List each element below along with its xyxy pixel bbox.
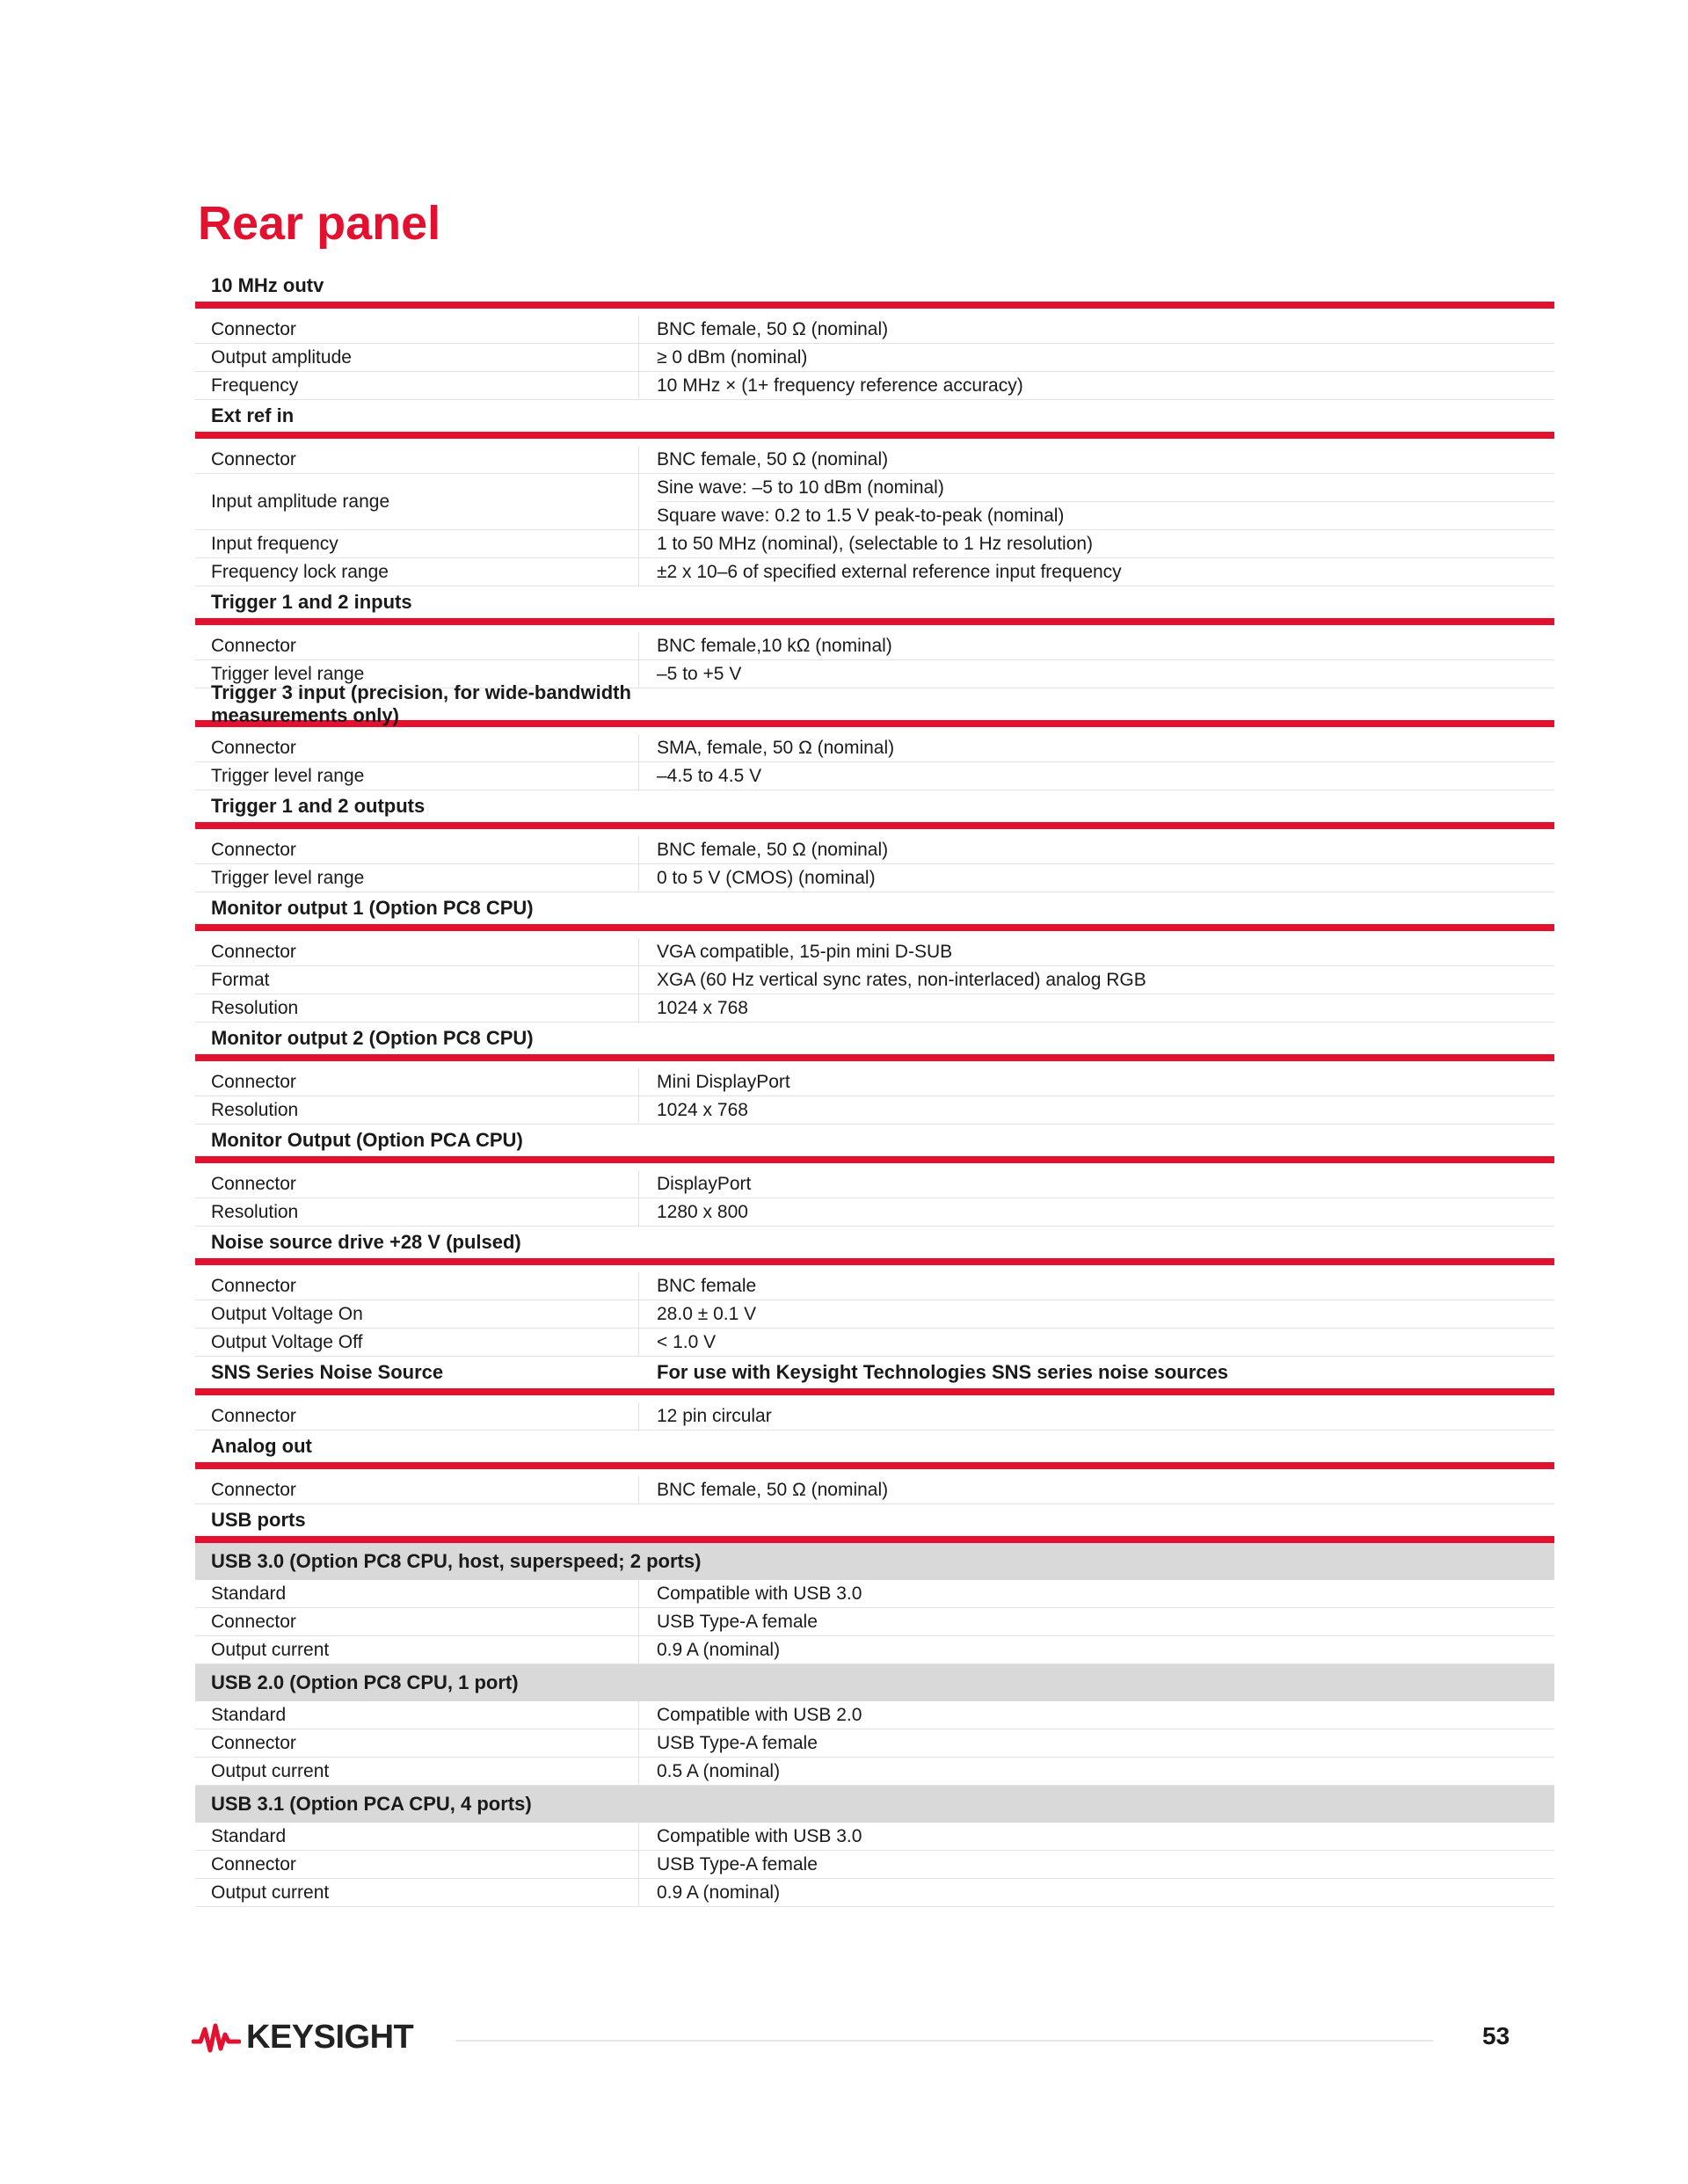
spec-row xyxy=(195,1879,1554,1907)
spec-label: Output Voltage Off xyxy=(195,1329,639,1356)
section-spacer xyxy=(195,931,1554,938)
spec-value-cell xyxy=(639,446,1554,473)
spec-row xyxy=(195,1608,1554,1636)
spec-value-cell xyxy=(639,836,1554,863)
spec-value: –5 to +5 V xyxy=(657,664,742,684)
spec-value: ≥ 0 dBm (nominal) xyxy=(657,347,808,368)
section-spacer xyxy=(195,829,1554,836)
spec-label: Output Voltage On xyxy=(195,1300,639,1328)
spec-value-cell xyxy=(639,1729,1554,1757)
spec-row xyxy=(195,632,1554,660)
spec-label: Trigger level range xyxy=(195,660,639,688)
section-title: 10 MHz outv xyxy=(211,274,324,296)
spec-value: SMA, female, 50 Ω (nominal) xyxy=(657,738,895,758)
spec-value: 0.5 A (nominal) xyxy=(657,1761,781,1781)
spec-value-cell xyxy=(639,1851,1554,1878)
section-title: Ext ref in xyxy=(211,404,295,426)
spec-label: Connector xyxy=(195,632,639,659)
spec-label: Connector xyxy=(195,1476,639,1503)
spec-value-cell xyxy=(639,1608,1554,1635)
spec-label: Trigger level range xyxy=(195,762,639,790)
spec-label: Frequency lock range xyxy=(195,558,639,586)
spec-value-cell xyxy=(639,632,1554,659)
spec-label: Connector xyxy=(195,938,639,965)
section-spacer xyxy=(195,727,1554,734)
spec-value-cell xyxy=(639,1580,1554,1607)
spec-value: Compatible with USB 3.0 xyxy=(657,1826,862,1846)
spec-value: BNC female xyxy=(657,1276,757,1296)
section-title: Monitor output 1 (Option PC8 CPU) xyxy=(211,897,534,919)
spec-value-cell xyxy=(639,1402,1554,1430)
spec-value: BNC female, 50 Ω (nominal) xyxy=(657,840,889,860)
spec-label: Format xyxy=(195,966,639,994)
spec-value-cell xyxy=(639,1300,1554,1328)
spec-row xyxy=(195,864,1554,892)
spec-row xyxy=(195,1170,1554,1198)
spec-value: 0.9 A (nominal) xyxy=(657,1882,781,1903)
section-heading xyxy=(195,1504,1554,1543)
spec-row xyxy=(195,1729,1554,1758)
section-heading xyxy=(195,586,1554,625)
spec-label: Input frequency xyxy=(195,530,639,557)
spec-value: VGA compatible, 15-pin mini D-SUB xyxy=(657,942,953,962)
spec-row xyxy=(195,1758,1554,1786)
spec-label: Connector xyxy=(195,734,639,761)
page-title: Rear panel xyxy=(198,197,441,250)
spec-value-cell xyxy=(639,966,1554,994)
spec-label: Standard xyxy=(195,1823,639,1850)
spec-value-cell xyxy=(639,316,1554,343)
spec-label: Input amplitude range xyxy=(195,474,639,529)
spec-value-cell xyxy=(639,734,1554,761)
spec-value: Compatible with USB 2.0 xyxy=(657,1705,862,1725)
spec-value-cell xyxy=(639,1272,1554,1299)
section-title: USB ports xyxy=(211,1509,306,1531)
spec-row xyxy=(195,966,1554,994)
spec-label: Connector xyxy=(195,1608,639,1635)
spec-row xyxy=(195,1701,1554,1729)
spec-row xyxy=(195,734,1554,762)
spec-row xyxy=(195,1096,1554,1125)
spec-value: 1 to 50 MHz (nominal), (selectable to 1 Hz resolution) xyxy=(657,534,1094,554)
keysight-logo xyxy=(192,2019,413,2057)
spec-value: XGA (60 Hz vertical sync rates, non-interlaced) analog RGB xyxy=(657,970,1146,990)
spec-value: Sine wave: –5 to 10 dBm (nominal) xyxy=(657,477,944,498)
spec-value-cell xyxy=(639,1758,1554,1785)
spec-label: Connector xyxy=(195,1068,639,1096)
spec-label: Connector xyxy=(195,446,639,473)
spec-value-cell xyxy=(639,1636,1554,1663)
spec-row xyxy=(195,762,1554,790)
spec-value-cell xyxy=(639,1823,1554,1850)
spec-value: 28.0 ± 0.1 V xyxy=(657,1304,757,1324)
spec-row xyxy=(195,938,1554,966)
spec-row xyxy=(195,1636,1554,1664)
spec-label: Resolution xyxy=(195,994,639,1022)
spec-value: USB Type-A female xyxy=(657,1612,818,1632)
section-heading xyxy=(195,681,1554,727)
section-spacer xyxy=(195,625,1554,632)
spec-row xyxy=(195,994,1554,1023)
spec-value-cell xyxy=(639,372,1554,399)
usb-subheading: USB 3.1 (Option PCA CPU, 4 ports) xyxy=(195,1786,1554,1823)
spec-row xyxy=(195,530,1554,558)
spec-table xyxy=(195,270,1554,1907)
section-heading xyxy=(195,1125,1554,1163)
spec-value: Compatible with USB 3.0 xyxy=(657,1583,862,1604)
page-number: 53 xyxy=(1482,2022,1510,2049)
section-heading xyxy=(195,1357,1554,1395)
section-heading xyxy=(195,1227,1554,1265)
spec-value: BNC female, 50 Ω (nominal) xyxy=(657,1480,889,1500)
section-spacer xyxy=(195,1395,1554,1402)
spec-label: Trigger level range xyxy=(195,864,639,892)
spec-row xyxy=(195,344,1554,372)
spec-label: Connector xyxy=(195,1402,639,1430)
spec-value-cell xyxy=(639,864,1554,892)
section-title: SNS Series Noise Source xyxy=(211,1361,444,1383)
spec-row xyxy=(195,1402,1554,1431)
spec-value: BNC female, 50 Ω (nominal) xyxy=(657,319,889,339)
section-title: Trigger 1 and 2 inputs xyxy=(211,591,412,613)
spec-label: Connector xyxy=(195,1170,639,1198)
section-heading xyxy=(195,790,1554,829)
spec-row xyxy=(195,1476,1554,1504)
spec-value-cell xyxy=(639,1476,1554,1503)
spec-row xyxy=(195,1198,1554,1227)
section-spacer xyxy=(195,1469,1554,1476)
section-spacer xyxy=(195,1163,1554,1170)
spec-value-cell xyxy=(639,1170,1554,1198)
section-heading xyxy=(195,892,1554,931)
spec-value: 1024 x 768 xyxy=(657,1100,748,1120)
spec-value: 1280 x 800 xyxy=(657,1202,748,1222)
spec-value: Square wave: 0.2 to 1.5 V peak-to-peak (nominal) xyxy=(657,501,1554,529)
spec-row xyxy=(195,372,1554,400)
section-heading-value: For use with Keysight Technologies SNS series noise sources xyxy=(657,1361,1228,1383)
spec-label: Connector xyxy=(195,1729,639,1757)
section-spacer xyxy=(195,1061,1554,1068)
spec-row xyxy=(195,316,1554,344)
spec-value-cell xyxy=(639,558,1554,586)
section-title: Monitor Output (Option PCA CPU) xyxy=(211,1129,523,1151)
spec-row xyxy=(195,1851,1554,1879)
section-heading xyxy=(195,1431,1554,1469)
spec-value-cell xyxy=(639,938,1554,965)
spec-value-cell xyxy=(639,660,1554,688)
section-heading xyxy=(195,270,1554,309)
spec-value: 0.9 A (nominal) xyxy=(657,1640,781,1660)
spec-label: Standard xyxy=(195,1580,639,1607)
spec-row xyxy=(195,1300,1554,1329)
spec-label: Output current xyxy=(195,1879,639,1906)
spec-label: Connector xyxy=(195,1851,639,1878)
spec-row xyxy=(195,1580,1554,1608)
spec-label: Resolution xyxy=(195,1198,639,1226)
section-heading xyxy=(195,1023,1554,1061)
spec-label: Output amplitude xyxy=(195,344,639,371)
spec-row xyxy=(195,1272,1554,1300)
spec-value-cell xyxy=(639,1879,1554,1906)
spec-row xyxy=(195,1068,1554,1096)
spec-row xyxy=(195,836,1554,864)
spec-label: Standard xyxy=(195,1701,639,1729)
spec-row xyxy=(195,558,1554,586)
spec-label: Connector xyxy=(195,316,639,343)
spec-value: < 1.0 V xyxy=(657,1332,717,1352)
spec-row xyxy=(195,474,1554,530)
spec-label: Frequency xyxy=(195,372,639,399)
spec-label: Connector xyxy=(195,836,639,863)
footer-divider xyxy=(455,2040,1433,2042)
spec-label: Connector xyxy=(195,1272,639,1299)
spec-value: –4.5 to 4.5 V xyxy=(657,766,762,786)
spec-row xyxy=(195,1823,1554,1851)
spec-value: ±2 x 10–6 of specified external reference input frequency xyxy=(657,562,1122,582)
section-spacer xyxy=(195,1265,1554,1272)
spec-value-cell xyxy=(639,474,1554,529)
spec-label: Output current xyxy=(195,1636,639,1663)
usb-subheading: USB 2.0 (Option PC8 CPU, 1 port) xyxy=(195,1664,1554,1701)
spec-value-cell xyxy=(639,1068,1554,1096)
spec-value-cell xyxy=(639,1096,1554,1124)
spec-value: USB Type-A female xyxy=(657,1733,818,1753)
spec-label: Output current xyxy=(195,1758,639,1785)
spec-value-cell xyxy=(639,994,1554,1022)
section-title: Trigger 1 and 2 outputs xyxy=(211,795,426,817)
section-title: Noise source drive +28 V (pulsed) xyxy=(211,1231,521,1253)
section-title: Monitor output 2 (Option PC8 CPU) xyxy=(211,1027,534,1049)
spec-value: USB Type-A female xyxy=(657,1854,818,1875)
spec-value-cell xyxy=(639,762,1554,790)
spec-row xyxy=(195,446,1554,474)
spec-value: BNC female,10 kΩ (nominal) xyxy=(657,636,892,656)
spec-value: 0 to 5 V (CMOS) (nominal) xyxy=(657,868,876,888)
spec-label: Resolution xyxy=(195,1096,639,1124)
spec-value: Mini DisplayPort xyxy=(657,1072,790,1092)
spec-row xyxy=(195,1329,1554,1357)
section-spacer xyxy=(195,439,1554,446)
usb-subheading: USB 3.0 (Option PC8 CPU, host, superspeed; 2 ports) xyxy=(195,1543,1554,1580)
section-title: Trigger 3 input (precision, for wide-bandwidth measurements only) xyxy=(211,681,631,726)
spec-value-cell xyxy=(639,344,1554,371)
spec-value: BNC female, 50 Ω (nominal) xyxy=(657,449,889,470)
spec-value-cell xyxy=(639,530,1554,557)
spec-value: 10 MHz × (1+ frequency reference accuracy) xyxy=(657,375,1023,396)
spec-value-cell xyxy=(639,1701,1554,1729)
spec-value-cell xyxy=(639,1329,1554,1356)
spec-value: 12 pin circular xyxy=(657,1406,772,1426)
section-title: Analog out xyxy=(211,1435,312,1457)
logo-wordmark: KEYSIGHT xyxy=(246,2019,414,2056)
spec-value-cell xyxy=(639,1198,1554,1226)
section-heading xyxy=(195,400,1554,439)
spec-value: 1024 x 768 xyxy=(657,998,748,1018)
keysight-wave-icon xyxy=(192,2020,241,2056)
spec-value: DisplayPort xyxy=(657,1174,752,1194)
section-spacer xyxy=(195,309,1554,316)
